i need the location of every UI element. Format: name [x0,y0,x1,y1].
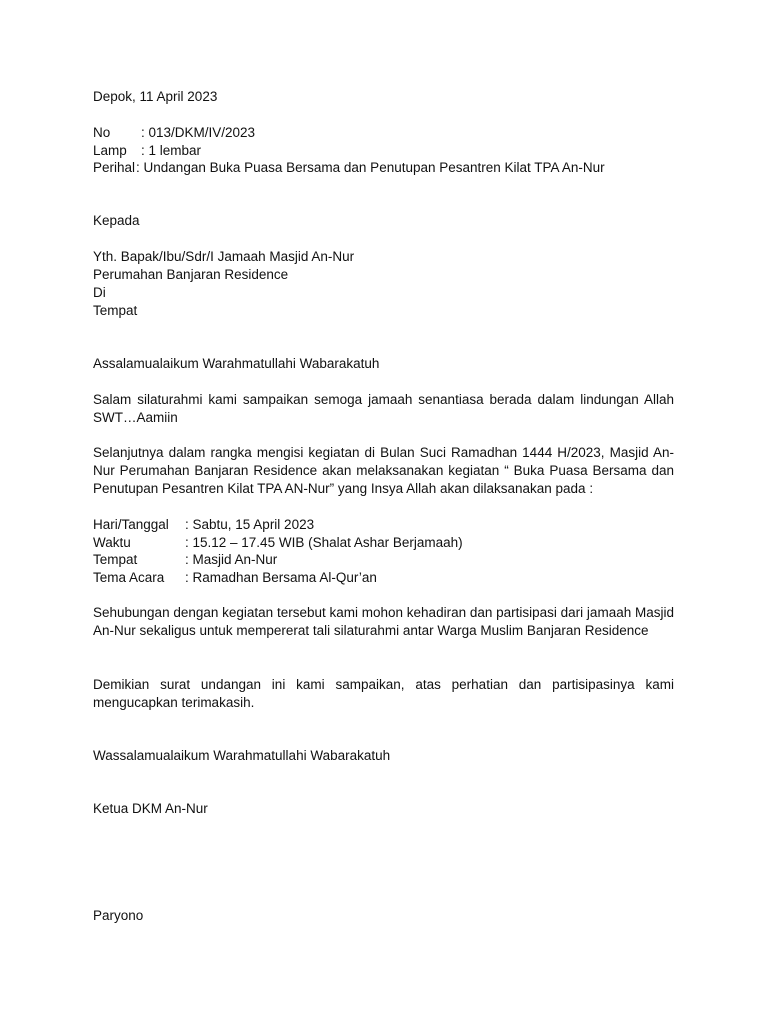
greeting: Assalamualaikum Warahmatullahi Wabarakatuh [93,356,380,371]
closing: Wassalamualaikum Warahmatullahi Wabarakatuh [93,748,391,763]
event-tempat-value: : Masjid An-Nur [185,552,278,567]
paragraph-1: Salam silaturahmi kami sampaikan semoga jamaah senantiasa berada dalam lindungan Allah SWT…Aamiin [93,392,674,425]
meta-perihal-value: : Undangan Buka Puasa Bersama dan Penutupan Pesantren Kilat TPA An-Nur [136,160,605,175]
event-tema-row [93,569,377,587]
signature-name: Paryono [93,908,144,923]
event-tempat-row [93,551,277,569]
event-tempat-label: Tempat [93,552,138,567]
event-hari-row [93,516,314,534]
event-tema-value: : Ramadhan Bersama Al-Qur’an [185,570,377,585]
recipient-line-3: Di [93,285,106,300]
paragraph-4: Demikian surat undangan ini kami sampaikan, atas perhatian dan partisipasinya kami mengucapkan terimakasih. [93,677,674,710]
meta-lamp-label: Lamp [93,143,127,158]
paragraph-2: Selanjutnya dalam rangka mengisi kegiatan di Bulan Suci Ramadhan 1444 H/2023, Masjid An-Nur Perumahan Banjaran Residence akan melaksanakan kegiatan “ Buka Puasa Bersama dan Penutupan Pesantren Kilat TPA AN-Nur” yang Insya Allah akan dilaksanakan pada : [93,445,674,496]
paragraph-3: Sehubungan dengan kegiatan tersebut kami mohon kehadiran dan partisipasi dari jamaah Masjid An-Nur sekaligus untuk mempererat tali silaturahmi antar Warga Muslim Banjaran Residence [93,605,674,638]
signature-title: Ketua DKM An-Nur [93,801,208,816]
event-hari-value: : Sabtu, 15 April 2023 [185,517,315,532]
date-line: Depok, 11 April 2023 [93,89,218,104]
meta-lamp-value: : 1 lembar [141,143,202,158]
meta-lamp-row [93,142,201,160]
recipient-line-2: Perumahan Banjaran Residence [93,267,289,282]
event-waktu-label: Waktu [93,535,131,550]
recipient-line-4: Tempat [93,303,138,318]
meta-perihal-row [93,159,605,177]
meta-no-row [93,124,255,142]
recipient-line-1: Yth. Bapak/Ibu/Sdr/I Jamaah Masjid An-Nur [93,249,355,264]
recipient-kepada: Kepada [93,213,140,228]
meta-perihal-label: Perihal [93,160,136,175]
event-tema-label: Tema Acara [93,570,165,585]
meta-no-label: No [93,125,111,140]
event-waktu-value: : 15.12 – 17.45 WIB (Shalat Ashar Berjamaah) [185,535,463,550]
meta-no-value: : 013/DKM/IV/2023 [141,125,256,140]
event-waktu-row [93,534,463,552]
event-hari-label: Hari/Tanggal [93,517,169,532]
